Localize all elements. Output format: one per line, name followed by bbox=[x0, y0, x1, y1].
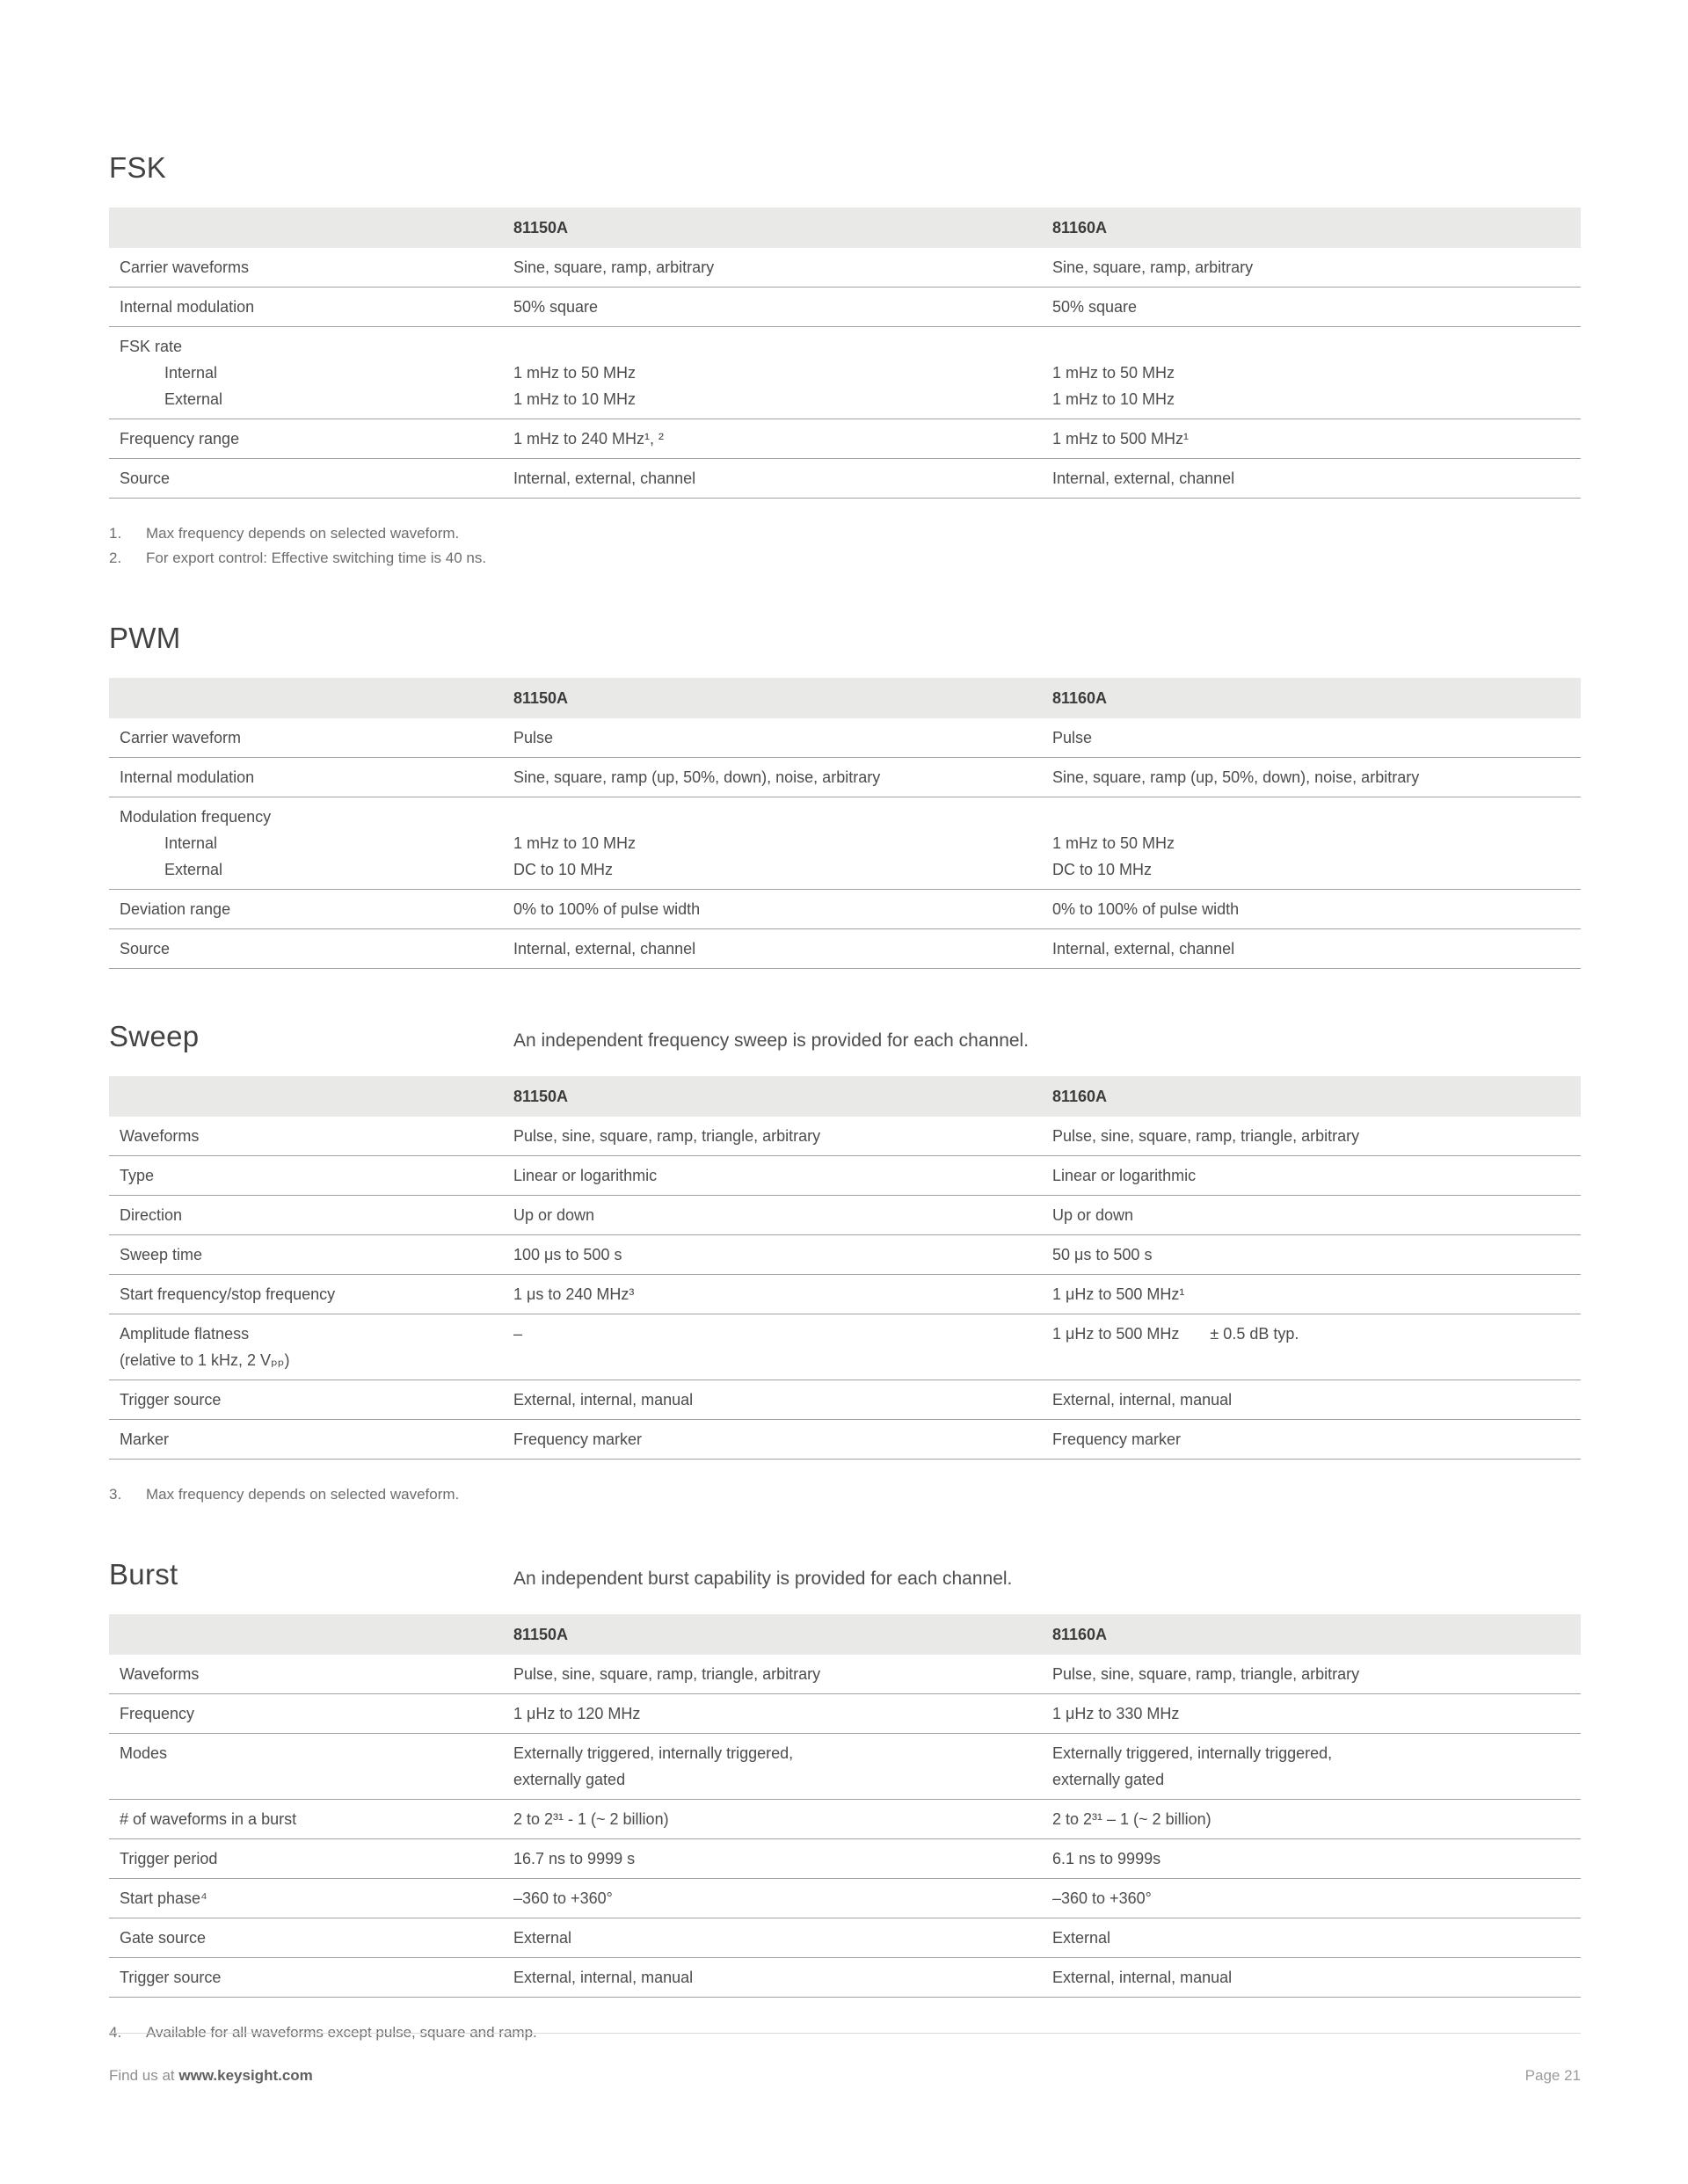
row-value-81160A: 1 mHz to 50 MHz bbox=[1052, 364, 1175, 382]
table-row-line bbox=[109, 1426, 1581, 1452]
column-header-81160A: 81160A bbox=[1052, 1087, 1108, 1105]
table-row-line bbox=[109, 1766, 1581, 1793]
table-row bbox=[109, 1235, 1581, 1275]
table-row bbox=[109, 1314, 1581, 1380]
column-header-81150A: 81150A bbox=[513, 1087, 569, 1105]
section-subtitle: An independent frequency sweep is provided for each channel. bbox=[513, 1030, 1030, 1051]
section-sweep bbox=[109, 1020, 1581, 1507]
table-row-line bbox=[109, 830, 1581, 856]
table-row-line bbox=[109, 1925, 1581, 1951]
footnote-number: 2. bbox=[109, 550, 122, 566]
table-row-line bbox=[109, 465, 1581, 491]
row-value-81150A: Pulse, sine, square, ramp, triangle, arbitrary bbox=[513, 1127, 821, 1145]
table-row-line bbox=[109, 1321, 1581, 1347]
row-label: Waveforms bbox=[120, 1127, 200, 1145]
row-value-81160A: Up or down bbox=[1052, 1206, 1134, 1224]
row-value-81150A: DC to 10 MHz bbox=[513, 861, 614, 878]
row-value-81150A: External, internal, manual bbox=[513, 1391, 694, 1409]
footnotes bbox=[109, 521, 1581, 571]
table-row bbox=[109, 1196, 1581, 1235]
table-header bbox=[109, 207, 1581, 248]
table-row-line bbox=[109, 724, 1581, 751]
row-label: Trigger source bbox=[120, 1391, 222, 1409]
table-row bbox=[109, 1839, 1581, 1879]
page-footer bbox=[109, 2033, 1581, 2085]
table-row-line bbox=[109, 896, 1581, 922]
footnote-number: 1. bbox=[109, 525, 122, 542]
row-value-81150A: 1 μs to 240 MHz³ bbox=[513, 1285, 635, 1303]
row-label: Start frequency/stop frequency bbox=[120, 1285, 336, 1303]
row-value-81150A: externally gated bbox=[513, 1771, 626, 1788]
row-value-81160A bbox=[1052, 804, 1581, 830]
table-row bbox=[109, 419, 1581, 459]
table-row bbox=[109, 1958, 1581, 1998]
spec-table bbox=[109, 1614, 1581, 1998]
table-row-line bbox=[109, 254, 1581, 280]
row-value-81160A: 6.1 ns to 9999s bbox=[1052, 1850, 1161, 1867]
row-value-81160A: –360 to +360° bbox=[1052, 1889, 1152, 1907]
table-row bbox=[109, 327, 1581, 419]
row-value-81160A: 2 to 2³¹ – 1 (~ 2 billion) bbox=[1052, 1810, 1211, 1828]
row-label: Trigger source bbox=[120, 1969, 222, 1986]
row-value-81160A: 50 μs to 500 s bbox=[1052, 1246, 1153, 1263]
column-header-81160A: 81160A bbox=[1052, 1625, 1108, 1643]
table-row-line bbox=[109, 764, 1581, 790]
footer-find-us-prefix: Find us at bbox=[109, 2067, 179, 2084]
row-label: External bbox=[164, 390, 223, 408]
footnote-text: Available for all waveforms except pulse, square and ramp. bbox=[146, 2024, 537, 2041]
footnotes bbox=[109, 1482, 1581, 1507]
footnote-number: 4. bbox=[109, 2024, 122, 2041]
table-body bbox=[109, 1117, 1581, 1460]
row-label: Carrier waveforms bbox=[120, 258, 250, 276]
row-value-81150A: –360 to +360° bbox=[513, 1889, 613, 1907]
row-value-81150A: 1 mHz to 50 MHz bbox=[513, 364, 637, 382]
table-row-line bbox=[109, 1740, 1581, 1766]
footer-website-link[interactable]: www.keysight.com bbox=[178, 2067, 313, 2084]
section-title: FSK bbox=[109, 151, 167, 184]
table-row bbox=[109, 1694, 1581, 1734]
table-row bbox=[109, 1918, 1581, 1958]
row-value-81160A: Pulse, sine, square, ramp, triangle, arbitrary bbox=[1052, 1127, 1360, 1145]
row-label: Frequency bbox=[120, 1705, 195, 1722]
table-row-line bbox=[109, 1123, 1581, 1149]
row-value-81150A: Up or down bbox=[513, 1206, 595, 1224]
footnote bbox=[109, 546, 1581, 571]
row-label: Frequency range bbox=[120, 430, 240, 448]
table-row-line bbox=[109, 1964, 1581, 1991]
row-value-81150A: External bbox=[513, 1929, 572, 1947]
row-value-81160A: Sine, square, ramp (up, 50%, down), noise, arbitrary bbox=[1052, 768, 1420, 786]
table-row bbox=[109, 1800, 1581, 1839]
row-label: # of waveforms in a burst bbox=[120, 1810, 297, 1828]
row-label: Internal modulation bbox=[120, 298, 255, 316]
row-label: Deviation range bbox=[120, 900, 231, 918]
row-value-81160A: 1 mHz to 50 MHz bbox=[1052, 834, 1175, 852]
table-row bbox=[109, 1879, 1581, 1918]
row-value-81150A: 1 mHz to 10 MHz bbox=[513, 390, 637, 408]
row-label: Internal modulation bbox=[120, 768, 255, 786]
row-value-81150A: Internal, external, channel bbox=[513, 470, 696, 487]
row-value-81150A: Pulse bbox=[513, 729, 554, 746]
column-header-81150A: 81150A bbox=[513, 1625, 569, 1643]
table-row-line bbox=[109, 1806, 1581, 1832]
row-value-81160A: 1 μHz to 500 MHz¹ bbox=[1052, 1285, 1185, 1303]
section-head bbox=[109, 622, 1581, 655]
row-label: Amplitude flatness bbox=[120, 1325, 250, 1343]
row-value-81160A: 1 mHz to 10 MHz bbox=[1052, 390, 1175, 408]
table-row bbox=[109, 1117, 1581, 1156]
row-value-81150A: Sine, square, ramp, arbitrary bbox=[513, 258, 715, 276]
section-burst bbox=[109, 1558, 1581, 2045]
row-value-81160A: Sine, square, ramp, arbitrary bbox=[1052, 258, 1254, 276]
table-row bbox=[109, 288, 1581, 327]
table-row-line bbox=[109, 426, 1581, 452]
row-value-81160A: 0% to 100% of pulse width bbox=[1052, 900, 1240, 918]
page-number: Page 21 bbox=[1524, 2067, 1581, 2084]
row-value-81160A: External, internal, manual bbox=[1052, 1969, 1233, 1986]
row-value-81160A: External, internal, manual bbox=[1052, 1391, 1233, 1409]
row-label: FSK rate bbox=[120, 338, 183, 355]
table-row bbox=[109, 1380, 1581, 1420]
table-row-line bbox=[109, 294, 1581, 320]
row-value-81150A: 1 mHz to 10 MHz bbox=[513, 834, 637, 852]
table-row-line bbox=[109, 1162, 1581, 1189]
footer-find-us bbox=[109, 2067, 313, 2085]
table-row-line bbox=[109, 1661, 1581, 1687]
table-row-line bbox=[109, 333, 1581, 360]
row-value-81160A: Internal, external, channel bbox=[1052, 470, 1235, 487]
row-value-81160A: Linear or logarithmic bbox=[1052, 1167, 1197, 1184]
row-value-81160A: Pulse, sine, square, ramp, triangle, arbitrary bbox=[1052, 1665, 1360, 1683]
table-row-line bbox=[109, 1347, 1581, 1373]
row-label: Modes bbox=[120, 1744, 168, 1762]
table-row bbox=[109, 929, 1581, 969]
table-row bbox=[109, 1655, 1581, 1694]
row-value-81160A: External bbox=[1052, 1929, 1111, 1947]
row-label: Modulation frequency bbox=[120, 808, 272, 826]
footnote-text: Max frequency depends on selected waveform. bbox=[146, 525, 460, 542]
row-value-81150A bbox=[513, 1347, 1052, 1373]
table-row-line bbox=[109, 1885, 1581, 1911]
footnote bbox=[109, 521, 1581, 546]
table-row bbox=[109, 1420, 1581, 1460]
table-row bbox=[109, 1275, 1581, 1314]
row-value-81160A: externally gated bbox=[1052, 1771, 1165, 1788]
row-value-81150A: 2 to 2³¹ - 1 (~ 2 billion) bbox=[513, 1810, 669, 1828]
table-row bbox=[109, 718, 1581, 758]
row-value-81150A: Externally triggered, internally triggered, bbox=[513, 1744, 794, 1762]
column-header-81150A: 81150A bbox=[513, 688, 569, 707]
section-subtitle: An independent burst capability is provided for each channel. bbox=[513, 1569, 1013, 1589]
row-value-81150A: 1 μHz to 120 MHz bbox=[513, 1705, 641, 1722]
row-label: (relative to 1 kHz, 2 Vₚₚ) bbox=[120, 1351, 290, 1369]
row-value-81150A: External, internal, manual bbox=[513, 1969, 694, 1986]
row-label: Waveforms bbox=[120, 1665, 200, 1683]
footnote-text: For export control: Effective switching time is 40 ns. bbox=[146, 550, 487, 566]
row-value-81160A bbox=[1052, 1347, 1581, 1373]
table-row-line bbox=[109, 1202, 1581, 1228]
table-row-line bbox=[109, 386, 1581, 412]
column-header-81160A: 81160A bbox=[1052, 688, 1108, 707]
section-title: Sweep bbox=[109, 1020, 200, 1052]
row-label: Trigger period bbox=[120, 1850, 218, 1867]
table-row bbox=[109, 248, 1581, 288]
row-label: Carrier waveform bbox=[120, 729, 242, 746]
row-value-81160A: DC to 10 MHz bbox=[1052, 861, 1153, 878]
table-row-line bbox=[109, 1281, 1581, 1307]
section-head bbox=[109, 151, 1581, 185]
row-value-81150A: 1 mHz to 240 MHz¹, ² bbox=[513, 430, 665, 448]
footnote-text: Max frequency depends on selected waveform. bbox=[146, 1486, 460, 1503]
row-value-81150A bbox=[513, 804, 1052, 830]
table-body bbox=[109, 248, 1581, 499]
footnote bbox=[109, 1482, 1581, 1507]
row-value-81150A: Frequency marker bbox=[513, 1431, 643, 1448]
table-row bbox=[109, 890, 1581, 929]
table-body bbox=[109, 1655, 1581, 1998]
row-value-81150A: 100 μs to 500 s bbox=[513, 1246, 622, 1263]
row-value-81160A: 1 μHz to 500 MHz ± 0.5 dB typ. bbox=[1052, 1325, 1299, 1343]
row-label: Gate source bbox=[120, 1929, 207, 1947]
row-value-81150A: Linear or logarithmic bbox=[513, 1167, 658, 1184]
footnote-number: 3. bbox=[109, 1486, 122, 1503]
row-value-81160A: Frequency marker bbox=[1052, 1431, 1182, 1448]
table-row-line bbox=[109, 856, 1581, 883]
section-title: Burst bbox=[109, 1558, 178, 1591]
row-label: Internal bbox=[164, 364, 218, 382]
table-row-line bbox=[109, 1241, 1581, 1268]
row-label: External bbox=[164, 861, 223, 878]
row-value-81150A: – bbox=[513, 1325, 523, 1343]
row-label: Sweep time bbox=[120, 1246, 203, 1263]
row-value-81150A: Internal, external, channel bbox=[513, 940, 696, 957]
table-row-line bbox=[109, 360, 1581, 386]
row-value-81160A: 50% square bbox=[1052, 298, 1138, 316]
table-row bbox=[109, 459, 1581, 499]
table-header bbox=[109, 678, 1581, 718]
column-header-81150A: 81150A bbox=[513, 218, 569, 237]
section-head bbox=[109, 1558, 1581, 1591]
row-value-81150A: 50% square bbox=[513, 298, 599, 316]
row-label: Source bbox=[120, 470, 171, 487]
section-head bbox=[109, 1020, 1581, 1053]
table-row-line bbox=[109, 1387, 1581, 1413]
section-pwm bbox=[109, 622, 1581, 969]
row-label: Source bbox=[120, 940, 171, 957]
row-label bbox=[109, 1766, 513, 1793]
table-body bbox=[109, 718, 1581, 969]
row-value-81160A: 1 μHz to 330 MHz bbox=[1052, 1705, 1180, 1722]
table-row bbox=[109, 797, 1581, 890]
table-row-line bbox=[109, 935, 1581, 962]
table-row bbox=[109, 758, 1581, 797]
row-value-81150A: 16.7 ns to 9999 s bbox=[513, 1850, 636, 1867]
table-row-line bbox=[109, 804, 1581, 830]
table-row-line bbox=[109, 1845, 1581, 1872]
row-label: Marker bbox=[120, 1431, 170, 1448]
spec-table bbox=[109, 678, 1581, 969]
section-title: PWM bbox=[109, 622, 181, 654]
row-value-81150A bbox=[513, 333, 1052, 360]
section-fsk bbox=[109, 151, 1581, 571]
row-label: Type bbox=[120, 1167, 155, 1184]
column-header-81160A: 81160A bbox=[1052, 218, 1108, 237]
row-label: Direction bbox=[120, 1206, 183, 1224]
row-value-81160A: Internal, external, channel bbox=[1052, 940, 1235, 957]
row-value-81150A: Sine, square, ramp (up, 50%, down), noise, arbitrary bbox=[513, 768, 881, 786]
table-row bbox=[109, 1734, 1581, 1800]
table-header bbox=[109, 1614, 1581, 1655]
row-value-81160A: Externally triggered, internally triggered, bbox=[1052, 1744, 1333, 1762]
table-header bbox=[109, 1076, 1581, 1117]
spec-table bbox=[109, 207, 1581, 499]
row-value-81160A bbox=[1052, 333, 1581, 360]
row-value-81150A: 0% to 100% of pulse width bbox=[513, 900, 701, 918]
row-label: Start phase⁴ bbox=[120, 1889, 207, 1907]
row-value-81150A: Pulse, sine, square, ramp, triangle, arbitrary bbox=[513, 1665, 821, 1683]
row-value-81160A: 1 mHz to 500 MHz¹ bbox=[1052, 430, 1190, 448]
table-row bbox=[109, 1156, 1581, 1196]
row-value-81160A: Pulse bbox=[1052, 729, 1093, 746]
spec-table bbox=[109, 1076, 1581, 1460]
table-row-line bbox=[109, 1700, 1581, 1727]
row-label: Internal bbox=[164, 834, 218, 852]
